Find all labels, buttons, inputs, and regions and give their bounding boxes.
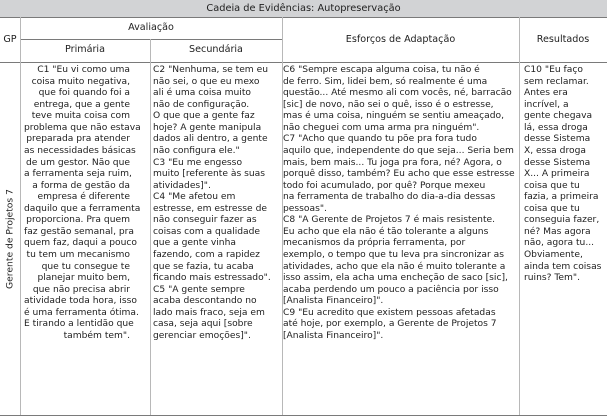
cell-line: de ferro. Sim, lidei bem, só realmente é uma bbox=[283, 76, 488, 87]
cell-line: de um gestor. Não que bbox=[25, 157, 130, 168]
cell-line: mecanismos da própria ferramenta, por bbox=[283, 238, 466, 249]
cell-line: lado mais fraco, seja em bbox=[153, 307, 265, 318]
cell-line: até hoje, por exemplo, a Gerente de Projetos 7 bbox=[283, 319, 497, 330]
cell-line: empresa é diferente bbox=[37, 192, 130, 203]
cell-line: C9 "Eu acredito que existem pessoas afetadas bbox=[283, 307, 496, 318]
cell-line: não cheguei com uma arma pra ninguém". bbox=[283, 122, 480, 133]
cell-line: atividade toda hora, isso bbox=[24, 296, 137, 307]
row-label: Gerente de Projetos 7 bbox=[4, 189, 16, 289]
cell-line: estresse, em estresse de bbox=[153, 203, 267, 214]
header-rule-middle bbox=[20, 39, 282, 40]
cell-line: não conseguir fazer as bbox=[153, 215, 257, 226]
column-divider-esforcos bbox=[519, 17, 520, 415]
cell-line: ficando mais estressado". bbox=[153, 273, 271, 284]
cell-line: planejar muito bem, bbox=[37, 273, 130, 284]
cell-line: ainda tem coisas bbox=[524, 261, 602, 272]
cell-line: não configura ele." bbox=[153, 145, 240, 156]
cell-line: coisa que tu bbox=[524, 180, 580, 191]
header-primaria: Primária bbox=[65, 44, 105, 55]
cell-line: lá, essa droga bbox=[524, 122, 588, 133]
cell-line: dados ali dentro, a gente bbox=[153, 134, 268, 145]
cell-line: as necessidades básicas bbox=[24, 145, 136, 156]
cell-line: não sei, o que eu mexo bbox=[153, 76, 260, 87]
cell-line: X, essa droga bbox=[524, 145, 586, 156]
cell-line: na ferramenta de trabalho do dia-a-dia dessas bbox=[283, 192, 496, 203]
cell-line: Eu acho que ela não é tão tolerante a alguns bbox=[283, 226, 489, 237]
table-rule-bottom bbox=[0, 415, 607, 416]
cell-line: desse Sistema bbox=[524, 157, 591, 168]
cell-line: atividades]". bbox=[153, 180, 211, 191]
header-secundaria: Secundária bbox=[189, 44, 243, 55]
cell-line: casa, seja aqui [sobre bbox=[153, 319, 253, 330]
cell-line: incrível, a bbox=[524, 99, 569, 110]
cell-line: C8 "A Gerente de Projetos 7 é mais resistente. bbox=[283, 215, 496, 226]
cell-line: questão... Até mesmo ali com vocês, né, barracão bbox=[283, 88, 512, 99]
cell-line: todo foi acumulado, por quê? Porque mexeu bbox=[283, 180, 486, 191]
cell-primaria bbox=[24, 65, 141, 343]
cell-line: Antes era bbox=[524, 88, 568, 99]
header-avaliacao: Avaliação bbox=[128, 22, 174, 33]
cell-secundaria bbox=[153, 65, 275, 343]
cell-line: hoje? A gente manipula bbox=[153, 122, 262, 133]
cell-line: também tem". bbox=[63, 330, 130, 341]
cell-resultados bbox=[524, 65, 604, 285]
cell-line: que a gente vinha bbox=[153, 238, 236, 249]
cell-line: que foi quando foi a bbox=[38, 88, 130, 99]
cell-line: [Analista Financeiro]". bbox=[283, 296, 384, 307]
cell-line: muito [referente às suas bbox=[153, 169, 265, 180]
cell-line: [Analista Financeiro]". bbox=[283, 330, 384, 341]
cell-line: teve muita coisa com bbox=[31, 111, 130, 122]
cell-line: O que que a gente faz bbox=[153, 111, 255, 122]
cell-line: C2 "Nenhuma, se tem eu bbox=[153, 65, 268, 75]
cell-line: não de configuração. bbox=[153, 99, 250, 110]
cell-line: tu tem um mecanismo bbox=[26, 250, 130, 260]
cell-line: é uma ferramenta ótima. bbox=[24, 307, 139, 318]
cell-line: ruins? Tem". bbox=[524, 273, 580, 284]
cell-line: Obviamente, bbox=[524, 250, 583, 260]
cell-line: que tu consegue te bbox=[41, 261, 130, 272]
cell-line: não, agora tu... bbox=[524, 238, 595, 249]
column-divider-gp bbox=[20, 17, 21, 415]
cell-line: exemplo, o tempo que tu leva pra sincronizar as bbox=[283, 250, 504, 260]
cell-line: fazendo, com a rapidez bbox=[153, 250, 260, 260]
cell-line: mais, bem mais... Tu joga pra fora, né? Agora, o bbox=[283, 157, 502, 168]
cell-line: faz gestão semanal, pra bbox=[24, 226, 135, 237]
cell-line: porquê disso, também? Eu acho que esse estresse bbox=[283, 169, 515, 180]
cell-line: gerenciar emoções]". bbox=[153, 330, 251, 341]
header-gp: GP bbox=[3, 34, 17, 45]
cell-line: que não precisa abrir bbox=[32, 284, 130, 295]
cell-line: C3 "Eu me engesso bbox=[153, 157, 243, 168]
cell-line: C1 "Eu vi como uma bbox=[37, 65, 130, 75]
cell-line: isso assim, ela acha uma encheção de saco [sic], bbox=[283, 273, 508, 284]
cell-line: atividades, acho que ela não é muito tolerante a bbox=[283, 261, 506, 272]
column-divider-primaria bbox=[150, 39, 151, 415]
cell-line: a forma de gestão da bbox=[32, 180, 130, 191]
cell-line: né? Mas agora bbox=[524, 226, 591, 237]
header-resultados: Resultados bbox=[536, 34, 590, 45]
cell-line: entrega, que a gente bbox=[33, 99, 130, 110]
cell-line: pessoas". bbox=[283, 203, 327, 214]
cell-line: quem faz, daqui a pouco bbox=[24, 238, 138, 249]
cell-line: problema que não estava bbox=[24, 122, 141, 133]
cell-line: C10 "Eu faço bbox=[524, 65, 583, 75]
cell-line: C4 "Me afetou em bbox=[153, 192, 236, 203]
header-rule-top bbox=[0, 17, 607, 18]
cell-line: coisa que tu bbox=[524, 203, 580, 214]
cell-line: acaba perdendo um pouco a paciência por isso bbox=[283, 284, 499, 295]
cell-line: C6 "Sempre escapa alguma coisa, tu não é bbox=[283, 65, 480, 75]
header-rule-bottom bbox=[0, 62, 607, 63]
cell-line: gente chegava bbox=[524, 111, 593, 122]
cell-line: X... A primeira bbox=[524, 169, 590, 180]
cell-line: que se fazia, tu acaba bbox=[153, 261, 254, 272]
cell-line: sem reclamar. bbox=[524, 76, 589, 87]
cell-line: aquilo que, independente do que seja... Seria bem bbox=[283, 145, 514, 156]
cell-esforcos bbox=[283, 65, 516, 343]
row-label-cell bbox=[0, 63, 20, 415]
cell-line: fazia, a primeira bbox=[524, 192, 599, 203]
cell-line: mas é uma coisa, ninguém se sentiu ameaçado, bbox=[283, 111, 504, 122]
cell-line: C7 "Acho que quando tu põe pra fora tudo bbox=[283, 134, 477, 145]
cell-line: a ferramenta seja ruim, bbox=[24, 169, 132, 180]
table-title: Cadeia de Evidências: Autopreservação bbox=[0, 0, 607, 17]
cell-line: [sic] de novo, não sei o quê, isso é o estresse, bbox=[283, 99, 494, 110]
cell-line: proporciona. Pra quem bbox=[26, 215, 130, 226]
cell-line: conseguia fazer, bbox=[524, 215, 600, 226]
cell-line: coisa muito negativa, bbox=[31, 76, 130, 87]
cell-line: daquilo que a ferramenta bbox=[24, 203, 141, 214]
cell-line: desse Sistema bbox=[524, 134, 591, 145]
header-esforcos: Esforços de Adaptação bbox=[345, 34, 456, 45]
cell-line: coisas com a qualidade bbox=[153, 226, 261, 237]
cell-line: E tirando a lentidão que bbox=[24, 319, 134, 330]
cell-line: ali é uma coisa muito bbox=[153, 88, 251, 99]
cell-line: C5 "A gente sempre bbox=[153, 284, 245, 295]
cell-line: preparada pra atender bbox=[26, 134, 130, 145]
cell-line: acaba descontando no bbox=[153, 296, 257, 307]
